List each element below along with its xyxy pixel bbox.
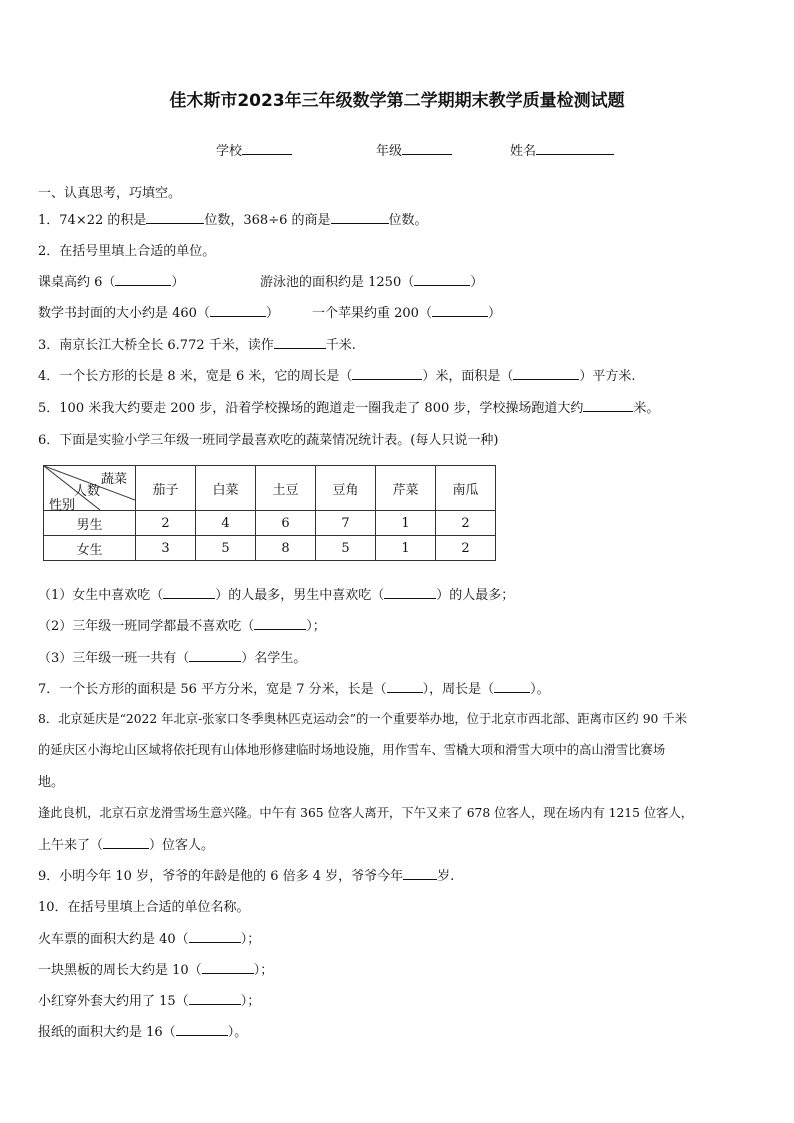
q2-blank-3[interactable] bbox=[210, 302, 266, 317]
question-8-line-3: 地。 bbox=[38, 775, 65, 790]
q10-text: ）； bbox=[253, 963, 274, 978]
q4-text: 4．一个长方形的长是 8 米，宽是 6 米，它的周长是（ bbox=[38, 369, 353, 384]
q10-blank-4[interactable] bbox=[176, 1021, 228, 1036]
q2-blank-4[interactable] bbox=[432, 302, 488, 317]
question-8-line-4: 逢此良机，北京石京龙滑雪场生意兴隆。中午有 365 位客人离开，下午又来了 678 位客人，现在场内有 1215 位客人， bbox=[38, 806, 694, 820]
question-2-title: 2．在括号里填上合适的单位。 bbox=[38, 244, 216, 259]
row-label: 男生 bbox=[44, 511, 136, 536]
table-row bbox=[44, 536, 496, 561]
table-cell: 2 bbox=[436, 536, 496, 561]
q2-text: 游泳池的面积约是 1250（ bbox=[260, 275, 415, 290]
question-3 bbox=[38, 334, 356, 353]
name-field bbox=[510, 140, 614, 159]
q6-text: （1）女生中喜欢吃（ bbox=[38, 588, 164, 603]
table-cell: 5 bbox=[316, 536, 376, 561]
table-cell: 1 bbox=[376, 536, 436, 561]
q2-text: 数学书封面的大小约是 460（ bbox=[38, 306, 210, 321]
q2-text: 一个苹果约重 200（ bbox=[312, 306, 432, 321]
question-4 bbox=[38, 365, 636, 384]
column-header: 茄子 bbox=[136, 466, 196, 511]
column-header: 土豆 bbox=[256, 466, 316, 511]
table-cell: 5 bbox=[196, 536, 256, 561]
q6-blank-2[interactable] bbox=[384, 584, 436, 599]
q10-text: 报纸的面积大约是 16（ bbox=[38, 1025, 176, 1040]
question-2-line-1b bbox=[260, 271, 483, 290]
question-7 bbox=[38, 678, 550, 697]
vegetable-table bbox=[43, 465, 496, 561]
q2-text: ） bbox=[171, 275, 185, 290]
table-cell: 1 bbox=[376, 511, 436, 536]
question-8-line-2: 的延庆区小海坨山区域将依托现有山体地形修建临时场地设施，用作雪车、雪橇大项和滑雪大项中的高山滑雪比赛场 bbox=[38, 743, 666, 757]
q2-text: 课桌高约 6（ bbox=[38, 275, 116, 290]
q4-text: ）平方米. bbox=[579, 369, 636, 384]
q2-blank-2[interactable] bbox=[414, 271, 470, 286]
q7-blank-2[interactable] bbox=[494, 678, 530, 693]
header-gender-label: 性别 bbox=[49, 498, 76, 513]
q4-blank-1[interactable] bbox=[352, 365, 422, 380]
q9-text: 岁. bbox=[437, 869, 455, 884]
question-2-line-1 bbox=[38, 271, 184, 290]
table-diagonal-header bbox=[44, 466, 136, 511]
question-6-sub-2 bbox=[38, 615, 326, 634]
table-cell: 3 bbox=[136, 536, 196, 561]
table-cell: 2 bbox=[436, 511, 496, 536]
q6-text: （2）三年级一班同学都最不喜欢吃（ bbox=[38, 619, 255, 634]
q8-text: 上午来了（ bbox=[38, 838, 104, 853]
school-field bbox=[216, 140, 292, 159]
table-cell: 8 bbox=[256, 536, 316, 561]
q7-text: ）。 bbox=[530, 682, 550, 697]
q10-blank-3[interactable] bbox=[189, 990, 241, 1005]
q5-blank[interactable] bbox=[583, 397, 633, 412]
q10-text: ）； bbox=[240, 994, 261, 1009]
header-count-label: 人数 bbox=[74, 484, 101, 499]
q10-text: 火车票的面积大约是 40（ bbox=[38, 932, 189, 947]
question-8-line-1: 8．北京延庆是“2022 年北京-张家口冬季奥林匹克运动会”的一个重要举办地，位于北京市西北部、距离市区约 90 千米 bbox=[38, 712, 687, 726]
q10-text: 小红穿外套大约用了 15（ bbox=[38, 994, 189, 1009]
name-label: 姓名 bbox=[510, 144, 537, 159]
column-header: 豆角 bbox=[316, 466, 376, 511]
question-6-sub-1 bbox=[38, 584, 514, 603]
q7-text: 7．一个长方形的面积是 56 平方分米，宽是 7 分米，长是（ bbox=[38, 682, 387, 697]
q8-text: ）位客人。 bbox=[149, 838, 215, 853]
question-8-line-5 bbox=[38, 834, 214, 853]
q6-blank-3[interactable] bbox=[254, 615, 306, 630]
question-2-line-2 bbox=[38, 302, 279, 321]
question-5 bbox=[38, 397, 659, 416]
name-blank[interactable] bbox=[536, 140, 614, 155]
row-label: 女生 bbox=[44, 536, 136, 561]
q6-text: ）的人最多，男生中喜欢吃（ bbox=[215, 588, 385, 603]
section-heading: 一、认真思考，巧填空。 bbox=[38, 186, 182, 201]
grade-field bbox=[376, 140, 452, 159]
question-9 bbox=[38, 865, 454, 884]
q1-blank-1[interactable] bbox=[146, 209, 204, 224]
question-10-line-3 bbox=[38, 990, 260, 1009]
q10-blank-1[interactable] bbox=[189, 928, 241, 943]
q5-text: 米。 bbox=[633, 401, 660, 416]
q10-text: ）。 bbox=[227, 1025, 248, 1040]
q6-text: ）名学生。 bbox=[241, 651, 307, 666]
q10-blank-2[interactable] bbox=[202, 959, 254, 974]
q6-text: ）的人最多； bbox=[436, 588, 515, 603]
question-10-line-1 bbox=[38, 928, 260, 947]
table-cell: 6 bbox=[256, 511, 316, 536]
question-10-title: 10．在括号里填上合适的单位名称。 bbox=[38, 900, 250, 915]
question-10-line-4 bbox=[38, 1021, 247, 1040]
q6-blank-1[interactable] bbox=[163, 584, 215, 599]
q2-text: ） bbox=[265, 306, 279, 321]
q3-text: 3．南京长江大桥全长 6.772 千米，读作 bbox=[38, 338, 274, 353]
table-cell: 7 bbox=[316, 511, 376, 536]
q6-text: （3）三年级一班一共有（ bbox=[38, 651, 190, 666]
q1-text-c: 位数。 bbox=[388, 213, 428, 228]
q3-blank[interactable] bbox=[274, 334, 326, 349]
q9-text: 9．小明今年 10 岁，爷爷的年龄是他的 6 倍多 4 岁，爷爷今年 bbox=[38, 869, 404, 884]
q1-text-a: 1．74×22 的积是 bbox=[38, 213, 147, 228]
q6-text: ）； bbox=[306, 619, 326, 634]
table-header-row bbox=[44, 466, 496, 511]
page-title: 佳木斯市2023年三年级数学第二学期期末教学质量检测试题 bbox=[169, 91, 625, 111]
q1-blank-2[interactable] bbox=[331, 209, 389, 224]
question-2-line-2b bbox=[312, 302, 501, 321]
q1-text-b: 位数，368÷6 的商是 bbox=[204, 213, 331, 228]
question-10-line-2 bbox=[38, 959, 273, 978]
table-row bbox=[44, 511, 496, 536]
q4-blank-2[interactable] bbox=[513, 365, 579, 380]
column-header: 南瓜 bbox=[436, 466, 496, 511]
school-label: 学校 bbox=[216, 144, 243, 159]
q8-blank[interactable] bbox=[103, 834, 149, 849]
column-header: 白菜 bbox=[196, 466, 256, 511]
column-header: 芹菜 bbox=[376, 466, 436, 511]
q4-text: ）米，面积是（ bbox=[422, 369, 514, 384]
header-vegetable-label: 蔬菜 bbox=[101, 472, 128, 487]
question-6-title: 6．下面是实验小学三年级一班同学最喜欢吃的蔬菜情况统计表。(每人只说一种) bbox=[38, 433, 499, 448]
q2-text: ） bbox=[487, 306, 501, 321]
table-cell: 4 bbox=[196, 511, 256, 536]
q5-text: 5．100 米我大约要走 200 步，沿着学校操场的跑道走一圈我走了 800 步，学校操场跑道大约 bbox=[38, 401, 584, 416]
q9-blank[interactable] bbox=[403, 865, 437, 880]
q6-blank-4[interactable] bbox=[189, 647, 241, 662]
table-cell: 2 bbox=[136, 511, 196, 536]
question-1 bbox=[38, 209, 428, 228]
q10-text: 一块黑板的周长大约是 10（ bbox=[38, 963, 202, 978]
q10-text: ）； bbox=[240, 932, 261, 947]
question-6-sub-3 bbox=[38, 647, 306, 666]
q2-text: ） bbox=[470, 275, 484, 290]
q3-text: 千米. bbox=[325, 338, 356, 353]
q7-text: ），周长是（ bbox=[422, 682, 495, 697]
grade-blank[interactable] bbox=[402, 140, 452, 155]
q7-blank-1[interactable] bbox=[387, 678, 423, 693]
school-blank[interactable] bbox=[242, 140, 292, 155]
grade-label: 年级 bbox=[376, 144, 403, 159]
q2-blank-1[interactable] bbox=[115, 271, 171, 286]
